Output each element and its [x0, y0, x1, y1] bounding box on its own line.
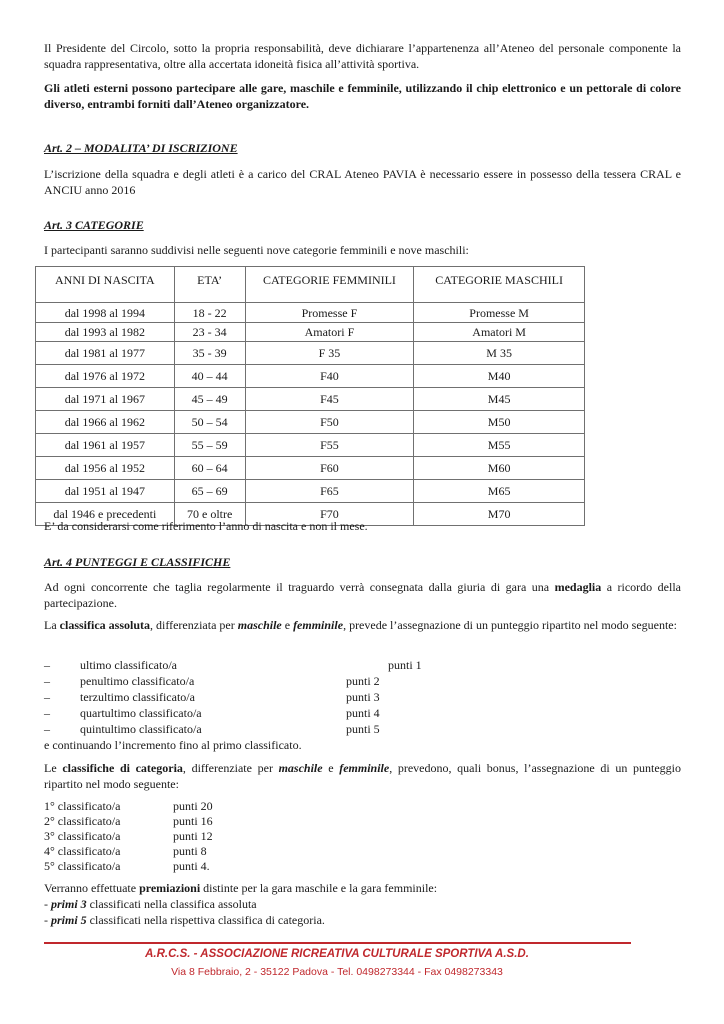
female-category-cell: F 35: [245, 342, 414, 365]
header-female-categories: CATEGORIE FEMMINILI: [245, 267, 414, 303]
rank-points: punti 3: [346, 690, 380, 704]
medal-paragraph: [44, 579, 681, 611]
prem1-text: classificati nella classifica assoluta: [86, 897, 257, 911]
category-points-list-item: [44, 814, 294, 829]
prem-pre: Verranno effettuate: [44, 881, 140, 895]
rank-label: 1° classificato/a: [44, 799, 121, 813]
art3-note-section: [44, 518, 681, 534]
external-athletes-section: [44, 80, 681, 112]
table-row: [36, 457, 585, 480]
category-ranking-section: [44, 760, 681, 792]
abs-continue: e continuando l’incremento fino al primo classificato.: [44, 738, 302, 752]
male-category-cell: M65: [414, 480, 585, 503]
rank-points: punti 2: [346, 674, 380, 688]
female-category-cell: F60: [245, 457, 414, 480]
header-male-categories: CATEGORIE MASCHILI: [414, 267, 585, 303]
prem2-text: classificati nella rispettiva classifica di categoria.: [86, 913, 325, 927]
awards-item-2: [44, 912, 681, 928]
prem-post: distinte per la gara maschile e la gara femminile:: [200, 881, 438, 895]
absolute-points-list-item: [44, 689, 444, 705]
age-cell: 60 – 64: [174, 457, 245, 480]
absolute-ranking-section: [44, 617, 681, 633]
category-points-list-item: [44, 844, 294, 859]
awards-item-1: [44, 896, 681, 912]
age-cell: 50 – 54: [174, 411, 245, 434]
birth-years-cell: dal 1956 al 1952: [36, 457, 175, 480]
art2-heading: Art. 2 – MODALITA’ DI ISCRIZIONE: [44, 141, 238, 155]
birth-years-cell: dal 1961 al 1957: [36, 434, 175, 457]
prem2-bold: primi 5: [51, 913, 87, 927]
birth-years-cell: dal 1981 al 1977: [36, 342, 175, 365]
rank-label: terzultimo classificato/a: [80, 690, 195, 704]
rank-points: punti 4: [346, 706, 380, 720]
rank-label: quartultimo classificato/a: [80, 706, 202, 720]
header-age: ETA’: [174, 267, 245, 303]
medal-section: [44, 579, 681, 611]
rank-points: punti 5: [346, 722, 380, 736]
age-cell: 35 - 39: [174, 342, 245, 365]
female-category-cell: F50: [245, 411, 414, 434]
prem1-dash: -: [44, 897, 51, 911]
female-category-cell: Amatori F: [245, 323, 414, 342]
rank-points: punti 4.: [173, 859, 210, 873]
cat-maschile: maschile: [278, 761, 323, 775]
dash-bullet: –: [44, 722, 50, 736]
age-cell: 18 - 22: [174, 303, 245, 323]
cat-pre: Le: [44, 761, 63, 775]
rank-points: punti 1: [388, 658, 422, 672]
prem-bold: premiazioni: [139, 881, 201, 895]
male-category-cell: M70: [414, 503, 585, 526]
cat-post: , prevedono, quali bonus, l’assegnazione di un punteggio ripartito nel modo seguente:: [44, 761, 682, 791]
cat-femminile: femminile: [339, 761, 390, 775]
absolute-points-list-item: [44, 673, 444, 689]
table-body: [36, 303, 585, 526]
abs-bold: classifica assoluta: [59, 618, 150, 632]
header-birth-years: ANNI DI NASCITA: [36, 267, 175, 303]
abs-mid1: , differenziata per: [150, 618, 238, 632]
dash-bullet: –: [44, 706, 50, 720]
rank-label: 2° classificato/a: [44, 814, 121, 828]
birth-years-cell: dal 1971 al 1967: [36, 388, 175, 411]
cat-mid1: , differenziate per: [182, 761, 279, 775]
prem2-dash: -: [44, 913, 51, 927]
prem1-bold: primi 3: [51, 897, 87, 911]
intro-section: [44, 40, 681, 72]
female-category-cell: F70: [245, 503, 414, 526]
female-category-cell: F65: [245, 480, 414, 503]
abs-femminile: femminile: [293, 618, 344, 632]
male-category-cell: M45: [414, 388, 585, 411]
abs-pre: La: [44, 618, 60, 632]
dash-bullet: –: [44, 674, 50, 688]
birth-years-cell: dal 1976 al 1972: [36, 365, 175, 388]
table-header-row: [36, 267, 585, 303]
category-points-list-item: [44, 859, 294, 874]
abs-post: , prevede l’assegnazione di un punteggio ripartito nel modo seguente:: [343, 618, 677, 632]
female-category-cell: Promesse F: [245, 303, 414, 323]
art4-heading: Art. 4 PUNTEGGI E CLASSIFICHE: [44, 555, 231, 569]
art2-section: [44, 166, 681, 198]
age-cell: 23 - 34: [174, 323, 245, 342]
male-category-cell: M40: [414, 365, 585, 388]
art3-intro-section: [44, 242, 681, 258]
rank-label: quintultimo classificato/a: [80, 722, 202, 736]
table-row: [36, 365, 585, 388]
medal-text-pre: Ad ogni concorrente che taglia regolarmente il traguardo verrà consegnata dalla giuria di gara una: [44, 580, 555, 594]
age-cell: 70 e oltre: [174, 503, 245, 526]
table-row: [36, 480, 585, 503]
abs-maschile: maschile: [237, 618, 282, 632]
absolute-points-list-item: [44, 657, 444, 673]
medal-text-post: a ricordo della partecipazione.: [44, 580, 681, 610]
rank-points: punti 16: [173, 814, 213, 828]
footer-address: Via 8 Febbraio, 2 - 35122 Padova - Tel. 0498273344 - Fax 0498273343: [171, 966, 503, 978]
dash-bullet: –: [44, 658, 50, 672]
art3-intro: I partecipanti saranno suddivisi nelle seguenti nove categorie femminili e nove maschili:: [44, 243, 469, 257]
birth-years-cell: dal 1966 al 1962: [36, 411, 175, 434]
art3-note: E’ da considerarsi come riferimento l’anno di nascita e non il mese.: [44, 519, 368, 533]
awards-paragraph: [44, 880, 681, 896]
categories-table: [35, 266, 585, 526]
age-cell: 65 – 69: [174, 480, 245, 503]
president-paragraph: Il Presidente del Circolo, sotto la propria responsabilità, deve dichiarare l’appartenenza all’Ateneo del personale componente la squadra rappresentativa, oltre alla accertata idoneità fisica all’attività sportiva.: [44, 41, 681, 71]
table-row: [36, 303, 585, 323]
absolute-points-list-item: [44, 705, 444, 721]
rank-points: punti 12: [173, 829, 213, 843]
abs-mid2: e: [281, 618, 294, 632]
male-category-cell: M55: [414, 434, 585, 457]
age-cell: 55 – 59: [174, 434, 245, 457]
female-category-cell: F40: [245, 365, 414, 388]
table-row: [36, 411, 585, 434]
medal-bold: medaglia: [554, 580, 602, 594]
female-category-cell: F45: [245, 388, 414, 411]
rank-label: 4° classificato/a: [44, 844, 121, 858]
age-cell: 40 – 44: [174, 365, 245, 388]
footer-divider: [44, 942, 631, 944]
table-row: [36, 434, 585, 457]
female-category-cell: F55: [245, 434, 414, 457]
table-row: [36, 323, 585, 342]
table-row: [36, 388, 585, 411]
male-category-cell: M 35: [414, 342, 585, 365]
male-category-cell: M50: [414, 411, 585, 434]
male-category-cell: M60: [414, 457, 585, 480]
male-category-cell: Amatori M: [414, 323, 585, 342]
category-points-list-item: [44, 799, 294, 814]
absolute-ranking-paragraph: [44, 617, 681, 633]
birth-years-cell: dal 1951 al 1947: [36, 480, 175, 503]
birth-years-cell: dal 1946 e precedenti: [36, 503, 175, 526]
rank-points: punti 20: [173, 799, 213, 813]
rank-label: 5° classificato/a: [44, 859, 121, 873]
age-cell: 45 – 49: [174, 388, 245, 411]
category-ranking-paragraph: [44, 760, 681, 792]
art2-text: L’iscrizione della squadra e degli atleti è a carico del CRAL Ateneo PAVIA è necessario essere in possesso della tessera CRAL e ANCIU anno 2016: [44, 167, 681, 197]
rank-label: 3° classificato/a: [44, 829, 121, 843]
male-category-cell: Promesse M: [414, 303, 585, 323]
absolute-points-list-item: [44, 721, 444, 737]
external-athletes-paragraph: Gli atleti esterni possono partecipare alle gare, maschile e femminile, utilizzando il chip elettronico e un pettorale di colore diverso, entrambi forniti dall’Ateneo organizzatore.: [44, 81, 681, 111]
cat-bold: classifiche di categoria: [62, 761, 183, 775]
footer-organization-name: A.R.C.S. - ASSOCIAZIONE RICREATIVA CULTURALE SPORTIVA A.S.D.: [145, 948, 529, 960]
table-row: [36, 342, 585, 365]
cat-mid2: e: [322, 761, 340, 775]
birth-years-cell: dal 1998 al 1994: [36, 303, 175, 323]
dash-bullet: –: [44, 690, 50, 704]
art3-heading: Art. 3 CATEGORIE: [44, 218, 144, 232]
category-points-list-item: [44, 829, 294, 844]
rank-points: punti 8: [173, 844, 207, 858]
awards-section: [44, 880, 681, 928]
rank-label: penultimo classificato/a: [80, 674, 195, 688]
rank-label: ultimo classificato/a: [80, 658, 177, 672]
birth-years-cell: dal 1993 al 1982: [36, 323, 175, 342]
